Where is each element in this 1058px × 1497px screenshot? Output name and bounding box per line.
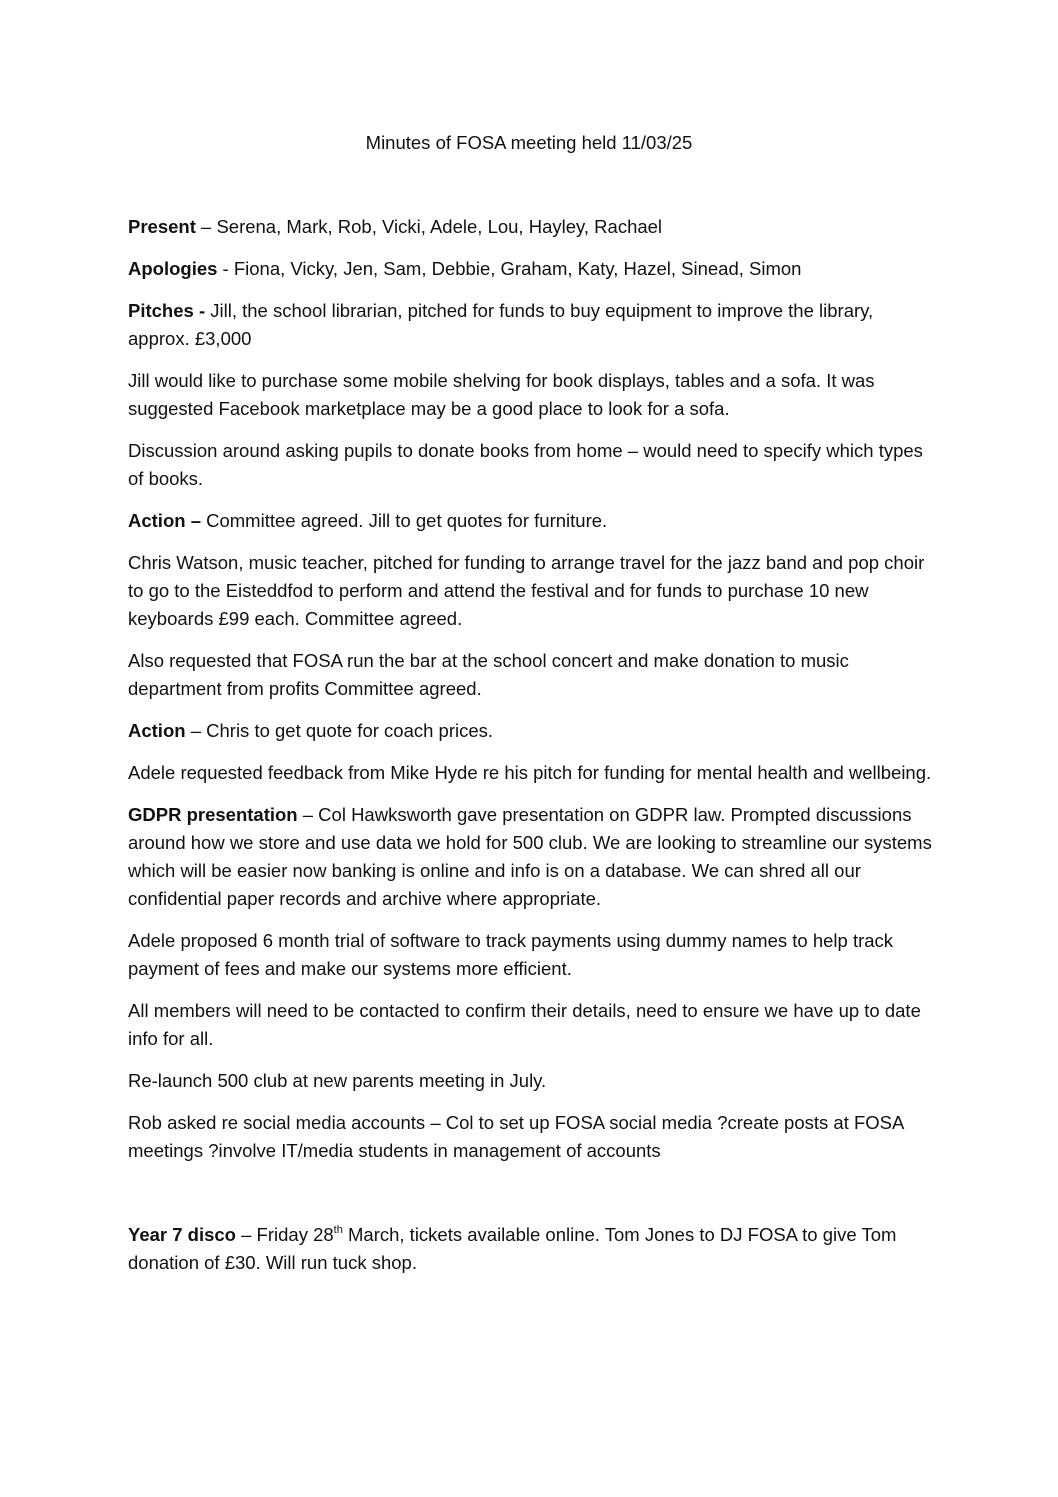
disco-paragraph xyxy=(128,1221,938,1277)
action-text: – Chris to get quote for coach prices. xyxy=(185,720,494,741)
apologies-text: - Fiona, Vicky, Jen, Sam, Debbie, Graham, Katy, Hazel, Sinead, Simon xyxy=(217,258,802,279)
action-text: Committee agreed. Jill to get quotes for furniture. xyxy=(200,510,608,531)
action-label: Action xyxy=(128,720,186,741)
trial-paragraph: Adele proposed 6 month trial of software to track payments using dummy names to help track payment of fees and make our systems more efficient. xyxy=(128,930,894,979)
feedback-paragraph: Adele requested feedback from Mike Hyde re his pitch for funding for mental health and wellbeing. xyxy=(128,762,932,783)
action-coach-paragraph xyxy=(128,717,938,745)
disco-label: Year 7 disco xyxy=(128,1224,236,1245)
apologies-paragraph xyxy=(128,255,938,283)
disco-text-after: March, tickets available online. Tom Jones to DJ FOSA to give Tom donation of £30. Will run tuck shop. xyxy=(128,1224,897,1273)
social-media-paragraph: Rob asked re social media accounts – Col to set up FOSA social media ?create posts at FOSA meetings ?involve IT/media students in management of accounts xyxy=(128,1112,904,1161)
disco-text-before: – Friday 28 xyxy=(235,1224,334,1245)
gdpr-paragraph xyxy=(128,801,938,913)
apologies-label: Apologies xyxy=(128,258,218,279)
page-title: Minutes of FOSA meeting held 11/03/25 xyxy=(365,132,693,153)
present-paragraph xyxy=(128,213,938,241)
disco-ordinal-suffix: th xyxy=(333,1223,343,1236)
members-paragraph: All members will need to be contacted to confirm their details, need to ensure we have up to date info for all. xyxy=(128,1000,921,1049)
relaunch-paragraph: Re-launch 500 club at new parents meeting in July. xyxy=(128,1070,547,1091)
minutes-body xyxy=(128,213,938,1291)
pitches-label: Pitches - xyxy=(128,300,206,321)
section-spacer xyxy=(128,1179,938,1221)
gdpr-label: GDPR presentation xyxy=(128,804,298,825)
jill-paragraph: Jill would like to purchase some mobile shelving for book displays, tables and a sofa. It was suggested Facebook marketplace may be a good place to look for a sofa. xyxy=(128,370,875,419)
pitches-text: Jill, the school librarian, pitched for funds to buy equipment to improve the library, approx. £3,000 xyxy=(128,300,874,349)
gdpr-text: – Col Hawksworth gave presentation on GDPR law. Prompted discussions around how we store and use data we hold for 500 club. We are looking to streamline our systems which will be easier now banking is online and info is on a database. We can shred all our confidential paper records and archive where appropriate. xyxy=(128,804,932,909)
action-furniture-paragraph xyxy=(128,507,938,535)
present-label: Present xyxy=(128,216,196,237)
present-text: – Serena, Mark, Rob, Vicki, Adele, Lou, Hayley, Rachael xyxy=(195,216,663,237)
action-label: Action – xyxy=(128,510,201,531)
chris-pitch-paragraph: Chris Watson, music teacher, pitched for funding to arrange travel for the jazz band and pop choir to go to the Eisteddfod to perform and attend the festival and for funds to purchase 10 new keyboards £99 each. Committee agreed. xyxy=(128,552,925,629)
bar-paragraph: Also requested that FOSA run the bar at the school concert and make donation to music department from profits Committee agreed. xyxy=(128,650,849,699)
pitches-paragraph xyxy=(128,297,938,353)
discussion-paragraph: Discussion around asking pupils to donate books from home – would need to specify which types of books. xyxy=(128,440,923,489)
